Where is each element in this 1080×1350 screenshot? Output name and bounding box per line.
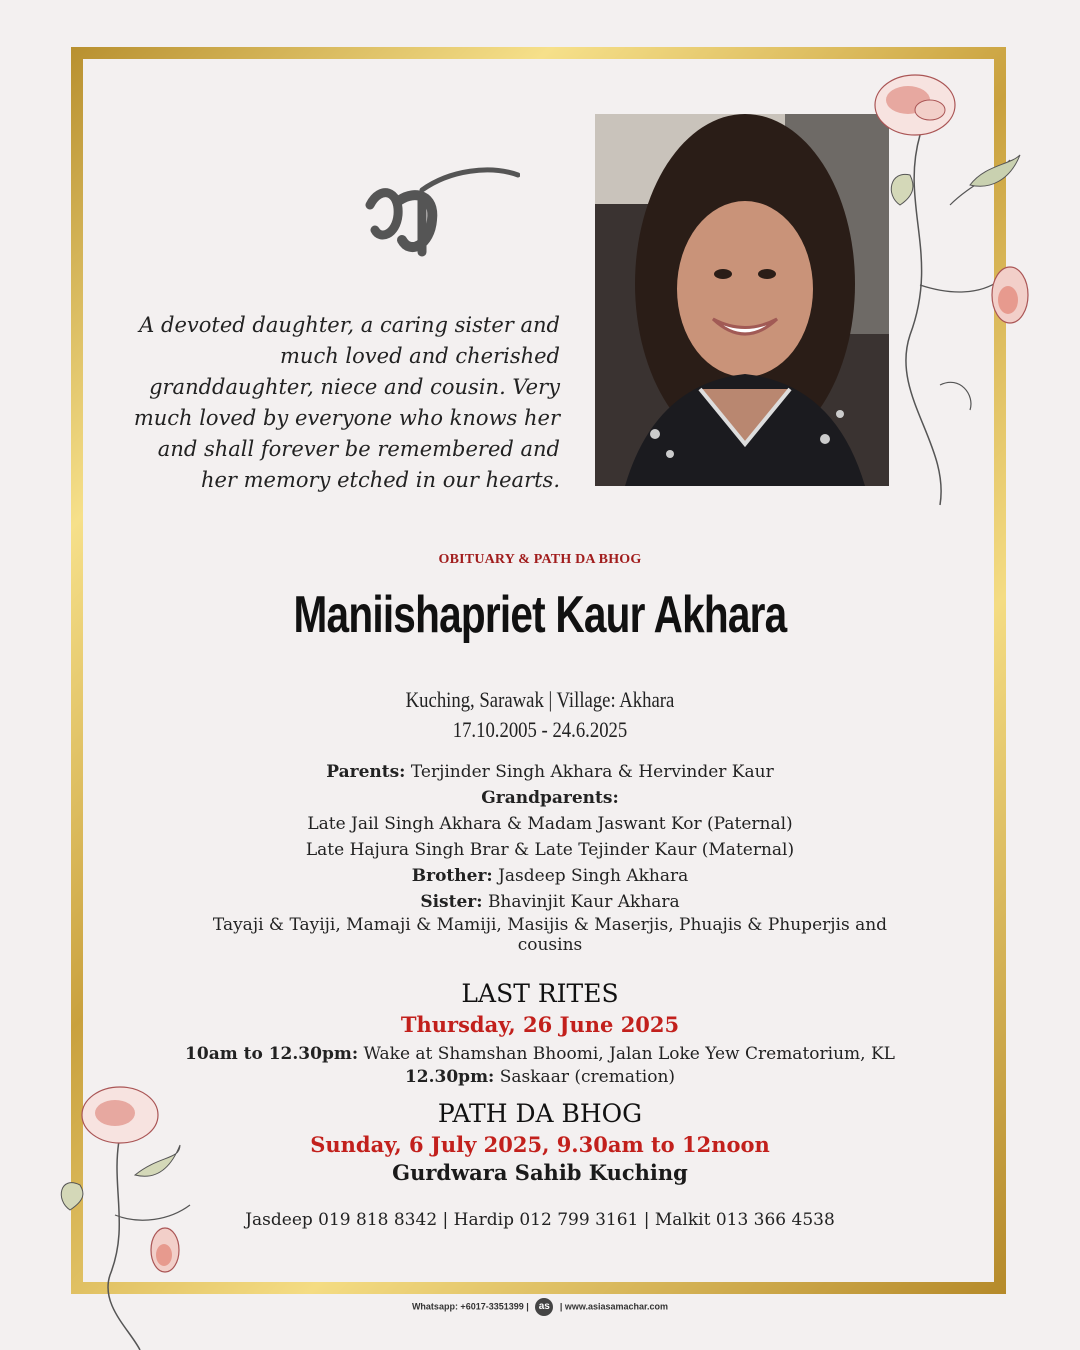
footer-website[interactable]: | www.asiasamachar.com — [559, 1301, 669, 1312]
sister-name: Bhavinjit Kaur Akhara — [487, 892, 680, 912]
path-da-bhog-heading: PATH DA BHOG — [437, 1099, 643, 1128]
relatives-line: Tayaji & Tayiji, Mamaji & Mamiji, Masijis & Maserjis, Phuajis & Phuperjis and cousins — [212, 915, 888, 955]
saskaar-line — [0, 1067, 1080, 1087]
brother-line — [200, 863, 900, 889]
sister-label: Sister: — [420, 892, 483, 912]
section-kicker: OBITUARY & PATH DA BHOG — [438, 552, 642, 567]
floral-decoration-top-right — [860, 55, 1040, 515]
wake-detail: Wake at Shamshan Bhoomi, Jalan Loke Yew Crematorium, KL — [363, 1044, 895, 1064]
wake-time: 10am to 12.30pm: — [185, 1044, 359, 1064]
portrait-photo — [595, 114, 889, 486]
brother-name: Jasdeep Singh Akhara — [498, 866, 689, 886]
grandparents-paternal: Late Jail Singh Akhara & Madam Jaswant Kor (Paternal) — [307, 814, 793, 834]
wake-line — [0, 1044, 1080, 1064]
location-line: Kuching, Sarawak | Village: Akhara — [405, 687, 675, 712]
last-rites-date: Thursday, 26 June 2025 — [400, 1012, 680, 1037]
parents-label: Parents: — [326, 762, 406, 782]
ik-onkar-icon — [360, 160, 520, 270]
footer-whatsapp: Whatsapp: +6017-3351399 | — [411, 1301, 529, 1312]
life-dates: 17.10.2005 - 24.6.2025 — [452, 717, 628, 742]
tribute-text: A devoted daughter, a caring sister and much loved and cherished granddaughter, niece and cousin. Very much loved by everyone who knows her and shall forever be remembered and her memory etched in our hearts. — [133, 313, 560, 492]
brother-label: Brother: — [411, 866, 493, 886]
asiasamachar-logo-icon: as — [535, 1298, 553, 1316]
parents-names: Terjinder Singh Akhara & Hervinder Kaur — [410, 762, 774, 782]
path-da-bhog-venue: Gurdwara Sahib Kuching — [392, 1160, 688, 1185]
grandparents-maternal: Late Hajura Singh Brar & Late Tejinder Kaur (Maternal) — [305, 840, 795, 860]
saskaar-detail: Saskaar (cremation) — [499, 1067, 676, 1087]
saskaar-time: 12.30pm: — [404, 1067, 495, 1087]
path-da-bhog-datetime: Sunday, 6 July 2025, 9.30am to 12noon — [310, 1132, 770, 1157]
footer-credit — [0, 1298, 1080, 1316]
parents-line — [200, 759, 900, 785]
last-rites-heading: LAST RITES — [461, 979, 619, 1008]
grandparents-label: Grandparents: — [481, 788, 619, 808]
sister-line — [200, 889, 900, 915]
deceased-name: Maniishapriet Kaur Akhara — [293, 586, 787, 644]
contact-numbers: Jasdeep 019 818 8342 | Hardip 012 799 3161 | Malkit 013 366 4538 — [245, 1210, 835, 1230]
